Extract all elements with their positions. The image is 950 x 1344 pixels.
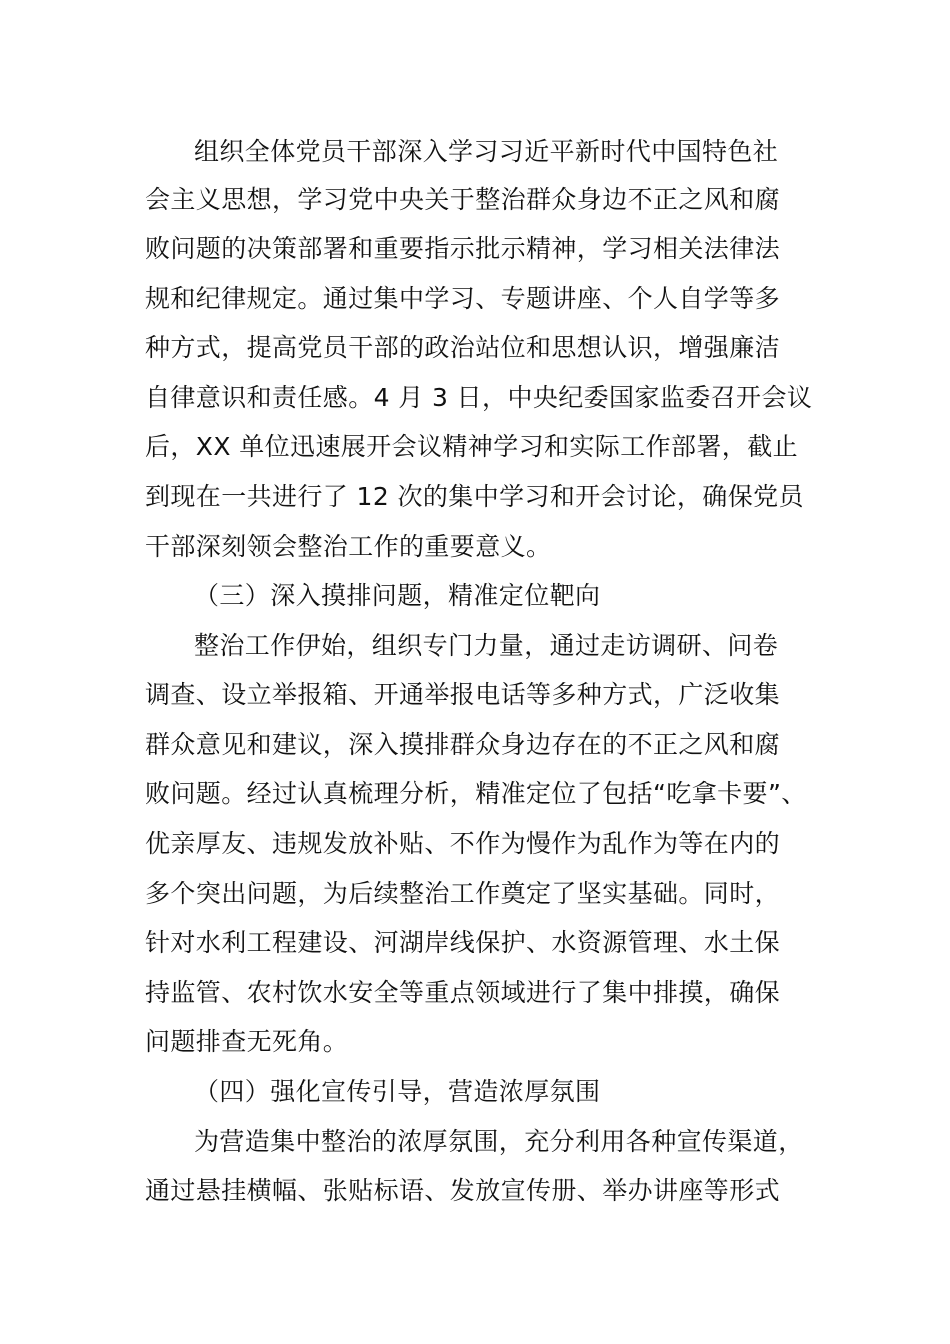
- text-line: 败问题。经过认真梳理分析，精准定位了包括“吃拿卡要”、: [145, 779, 807, 808]
- text-line: 优亲厚友、违规发放补贴、不作为慢作为乱作为等在内的: [145, 829, 781, 858]
- text-line: 干部深刻领会整治工作的重要意义。: [145, 532, 552, 561]
- text-line: 会主义思想，学习党中央关于整治群众身边不正之风和腐: [145, 185, 781, 214]
- text-line: 组织全体党员干部深入学习习近平新时代中国特色社: [194, 137, 779, 166]
- text-line: 种方式，提高党员干部的政治站位和思想认识，增强廉洁: [145, 333, 781, 362]
- text-line: 问题排查无死角。: [145, 1027, 349, 1056]
- text-line: 到现在一共进行了 12 次的集中学习和开会讨论，确保党员: [145, 482, 804, 511]
- text-line: 持监管、农村饮水安全等重点领域进行了集中排摸，确保: [145, 978, 781, 1007]
- text-line: 为营造集中整治的浓厚氛围，充分利用各种宣传渠道，: [194, 1127, 804, 1156]
- text-line: 整治工作伊始，组织专门力量，通过走访调研、问卷: [194, 631, 779, 660]
- section-heading: （四）强化宣传引导，营造浓厚氛围: [194, 1077, 601, 1106]
- text-line: 调查、设立举报箱、开通举报电话等多种方式，广泛收集: [145, 680, 781, 709]
- text-line: 多个突出问题，为后续整治工作奠定了坚实基础。同时，: [145, 879, 781, 908]
- text-line: 通过悬挂横幅、张贴标语、发放宣传册、举办讲座等形式: [145, 1176, 781, 1205]
- text-line: 群众意见和建议，深入摸排群众身边存在的不正之风和腐: [145, 730, 781, 759]
- text-line: 败问题的决策部署和重要指示批示精神，学习相关法律法: [145, 234, 781, 263]
- text-line: 针对水利工程建设、河湖岸线保护、水资源管理、水土保: [145, 928, 781, 957]
- text-line: 自律意识和责任感。4 月 3 日，中央纪委国家监委召开会议: [145, 383, 813, 412]
- text-line: 规和纪律规定。通过集中学习、专题讲座、个人自学等多: [145, 284, 781, 313]
- section-heading: （三）深入摸排问题，精准定位靶向: [194, 581, 601, 610]
- text-line: 后，XX 单位迅速展开会议精神学习和实际工作部署，截止: [145, 432, 799, 461]
